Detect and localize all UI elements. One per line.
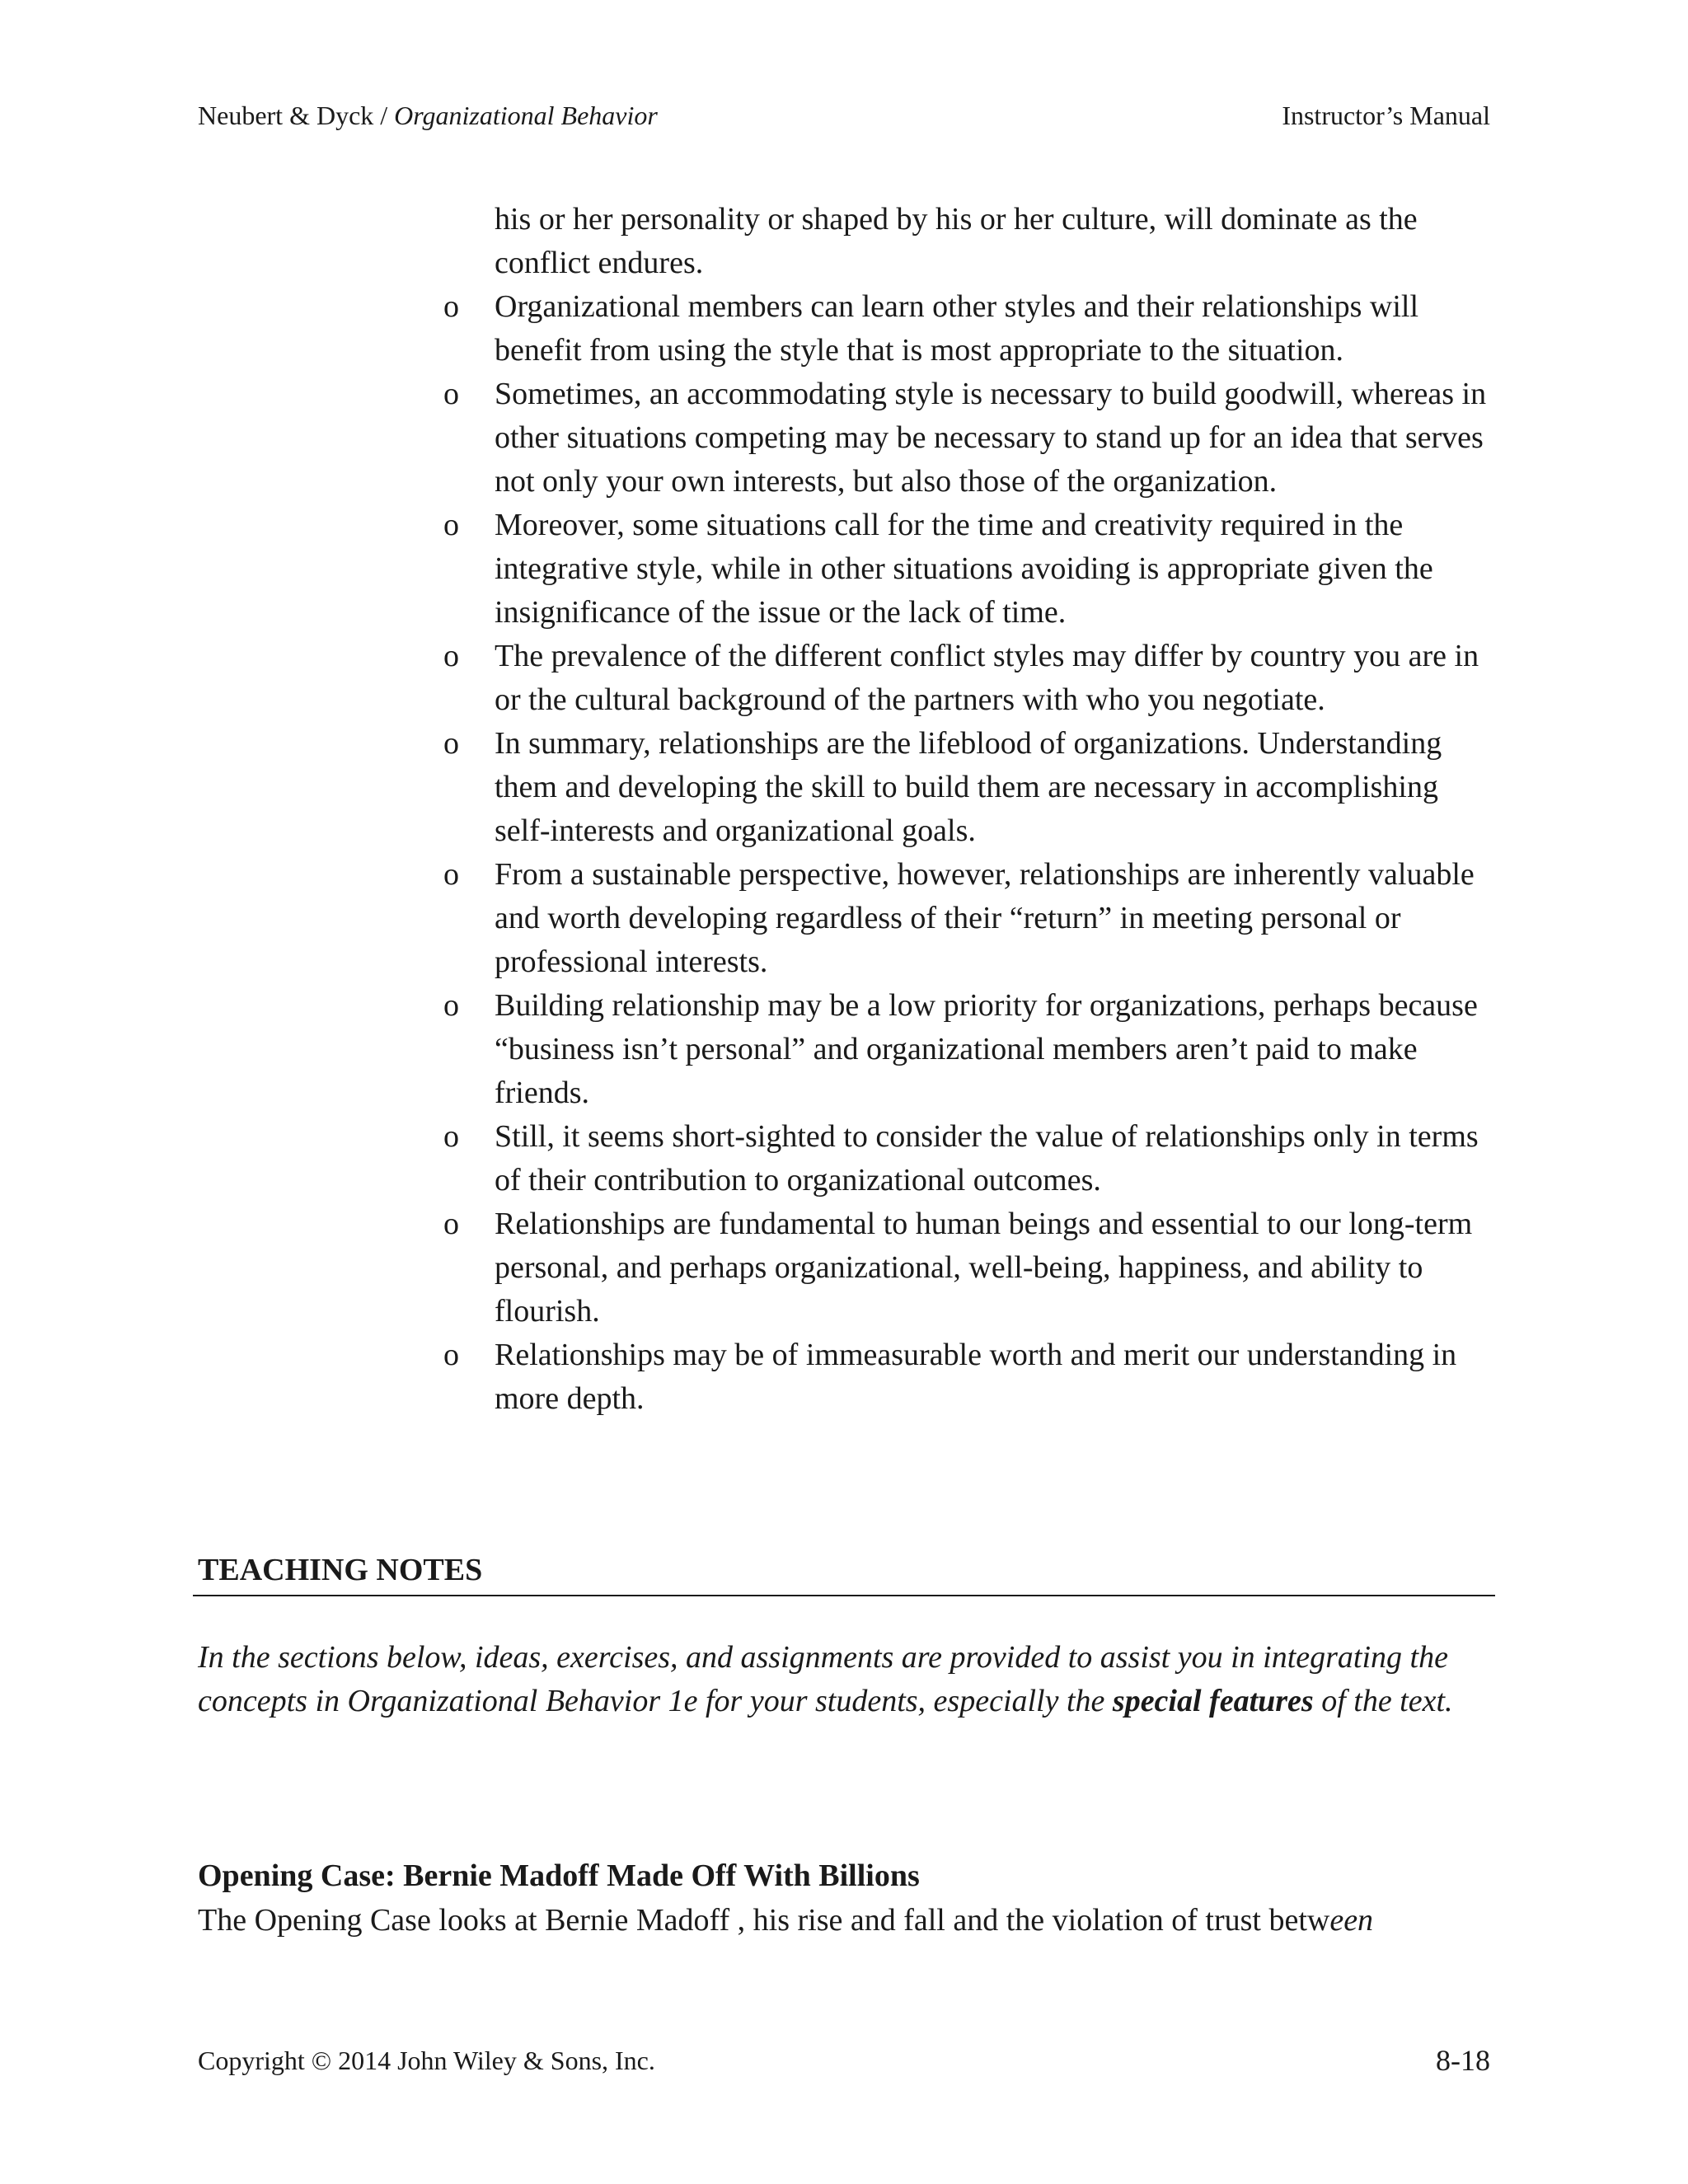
case-text-plain: The Opening Case looks at Bernie Madoff , his rise and fall and the violation of trust betw (198, 1903, 1330, 1938)
bullet-text: Organizational members can learn other styles and their relationships will benefit from using the style that is most appropriate to the situation. (495, 289, 1419, 368)
bullet-item (443, 1115, 1490, 1202)
intro-emphasis: special features (1112, 1684, 1314, 1718)
opening-case-text (198, 1899, 1517, 1942)
bullet-marker: o (443, 289, 459, 324)
header-authors: Neubert & Dyck / (198, 101, 395, 130)
bullet-items (443, 285, 1490, 1421)
bullet-marker: o (443, 1338, 459, 1372)
bullet-item (443, 853, 1490, 984)
teaching-notes-intro (198, 1636, 1496, 1723)
bullet-text: Relationships may be of immeasurable worth and merit our understanding in more depth. (495, 1338, 1457, 1416)
bullet-text: Building relationship may be a low priority for organizations, perhaps because “business isn’t personal” and organizational members aren’t paid to make friends. (495, 988, 1478, 1110)
header-title-italic: Organizational Behavior (394, 101, 658, 130)
intro-text-end: of the text. (1313, 1684, 1453, 1718)
bullet-item (443, 373, 1490, 504)
bullet-marker: o (443, 726, 459, 761)
bullet-marker: o (443, 1119, 459, 1154)
header-manual-label: Instructor’s Manual (1282, 101, 1490, 130)
bullet-marker: o (443, 1207, 459, 1241)
bullet-marker: o (443, 377, 459, 411)
bullet-item (443, 984, 1490, 1115)
bullet-item (443, 635, 1490, 722)
bullet-item (443, 722, 1490, 853)
opening-case-title: Opening Case: Bernie Madoff Made Off With Billions (198, 1858, 920, 1893)
header-book-title (198, 97, 658, 134)
bullet-text: From a sustainable perspective, however, relationships are inherently valuable and worth developing regardless of their “return” in meeting personal or professional interests. (495, 857, 1475, 979)
bullet-item (443, 285, 1490, 373)
copyright-notice: Copyright © 2014 John Wiley & Sons, Inc. (198, 2046, 655, 2075)
bullet-text: The prevalence of the different conflict styles may differ by country you are in or the cultural background of the partners with who you negotiate. (495, 639, 1479, 717)
continuation-text: his or her personality or shaped by his or her culture, will dominate as the conflict endures. (495, 202, 1418, 280)
bullet-text: Sometimes, an accommodating style is necessary to build goodwill, whereas in other situations competing may be necessary to stand up for an idea that serves not only your own interests, but also those of the organization. (495, 377, 1487, 499)
intro-text: In the sections below, ideas, exercises, and assignments are provided to assist you in integrating the concepts in Organizational Behavior 1e for your students, especially the (198, 1640, 1448, 1718)
page-number: 8-18 (1436, 2044, 1490, 2077)
bullet-item (443, 1202, 1490, 1333)
bullet-marker: o (443, 508, 459, 542)
bullet-text: Relationships are fundamental to human beings and essential to our long-term personal, and perhaps organizational, well-being, happiness, and ability to flourish. (495, 1207, 1473, 1329)
bullet-marker: o (443, 639, 459, 673)
teaching-notes-heading: TEACHING NOTES (198, 1553, 483, 1587)
page-footer (198, 2042, 1490, 2079)
bullet-marker: o (443, 988, 459, 1023)
case-text-italic: een (1329, 1903, 1374, 1938)
bullet-item (443, 1333, 1490, 1421)
bullet-marker: o (443, 857, 459, 892)
bullet-list (443, 198, 1490, 1421)
bullet-item (443, 504, 1490, 635)
bullet-text: Moreover, some situations call for the time and creativity required in the integrative style, while in other situations avoiding is appropriate given the insignificance of the issue or the lack of time. (495, 508, 1433, 630)
bullet-text: In summary, relationships are the lifeblood of organizations. Understanding them and developing the skill to build them are necessary in accomplishing self-interests and organizational goals. (495, 726, 1442, 848)
heading-rule (193, 1595, 1495, 1596)
page-header (198, 97, 1490, 134)
bullet-text: Still, it seems short-sighted to consider the value of relationships only in terms of their contribution to organizational outcomes. (495, 1119, 1479, 1197)
